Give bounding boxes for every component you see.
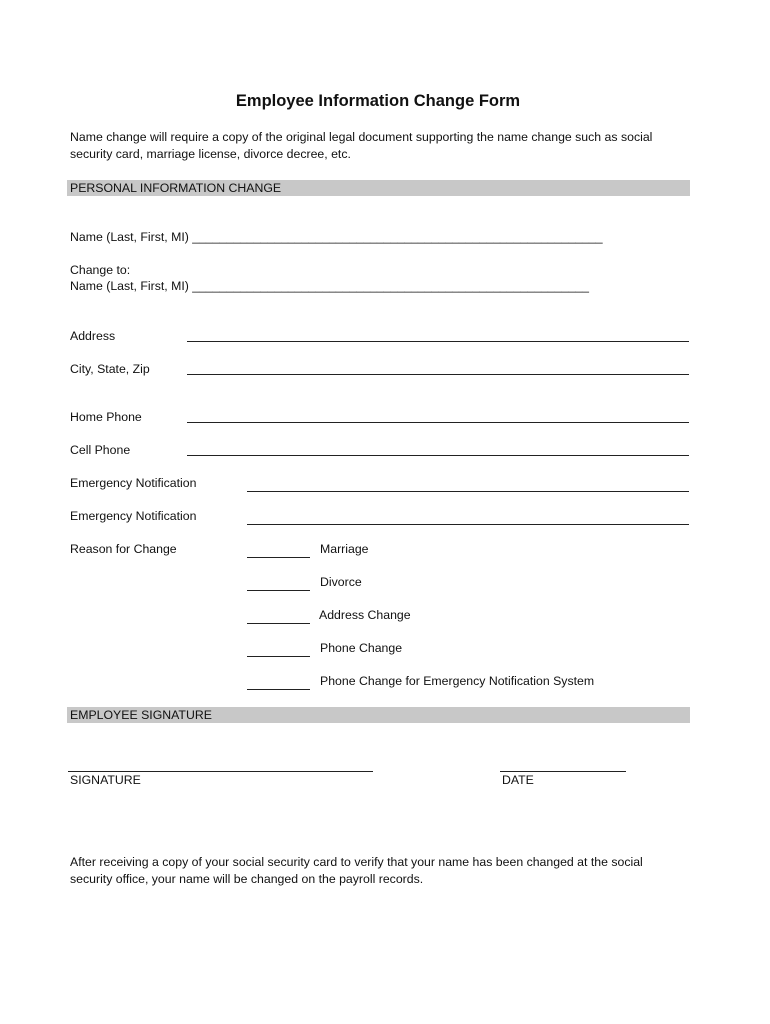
- footer-line-1: After receiving a copy of your social security card to verify that your name has been changed at the social: [70, 855, 643, 869]
- intro-line-1: Name change will require a copy of the original legal document supporting the name change such as social: [70, 130, 653, 144]
- reason-emergency-phone-blank[interactable]: [247, 689, 310, 690]
- cell-phone-field[interactable]: [187, 455, 689, 456]
- home-phone-field[interactable]: [187, 422, 689, 423]
- footer-line-2: security office, your name will be changed on the payroll records.: [70, 872, 424, 886]
- city-state-zip-label: City, State, Zip: [70, 362, 150, 376]
- form-title: Employee Information Change Form: [235, 92, 521, 110]
- reason-divorce-label: Divorce: [320, 575, 362, 589]
- emergency-notification-label-2: Emergency Notification: [70, 509, 197, 523]
- home-phone-label: Home Phone: [70, 410, 142, 424]
- name-field-label[interactable]: Name (Last, First, MI) ____________________________________________________________: [70, 230, 603, 244]
- city-state-zip-field[interactable]: [187, 374, 689, 375]
- reason-address-change-label: Address Change: [319, 608, 411, 622]
- change-to-label: Change to:: [70, 263, 131, 277]
- cell-phone-label: Cell Phone: [70, 443, 131, 457]
- section-header-personal: PERSONAL INFORMATION CHANGE: [67, 180, 690, 196]
- reason-for-change-label: Reason for Change: [70, 542, 177, 556]
- footer-note: [70, 854, 690, 888]
- reason-emergency-phone-label: Phone Change for Emergency Notification System: [320, 674, 595, 688]
- section-header-signature: EMPLOYEE SIGNATURE: [67, 707, 690, 723]
- signature-label: SIGNATURE: [70, 773, 141, 787]
- reason-marriage-blank[interactable]: [247, 557, 310, 558]
- address-field[interactable]: [187, 341, 689, 342]
- reason-address-change-blank[interactable]: [247, 623, 310, 624]
- address-label: Address: [70, 329, 116, 343]
- emergency-notification-label-1: Emergency Notification: [70, 476, 197, 490]
- emergency-notification-field-1[interactable]: [247, 491, 689, 492]
- date-label: DATE: [502, 773, 534, 787]
- intro-line-2: security card, marriage license, divorce decree, etc.: [70, 147, 351, 161]
- reason-phone-change-label: Phone Change: [320, 641, 403, 655]
- reason-divorce-blank[interactable]: [247, 590, 310, 591]
- reason-marriage-label: Marriage: [320, 542, 369, 556]
- reason-phone-change-blank[interactable]: [247, 656, 310, 657]
- new-name-field-label[interactable]: Name (Last, First, MI) __________________________________________________________: [70, 279, 589, 293]
- intro-text: [70, 129, 690, 163]
- emergency-notification-field-2[interactable]: [247, 524, 689, 525]
